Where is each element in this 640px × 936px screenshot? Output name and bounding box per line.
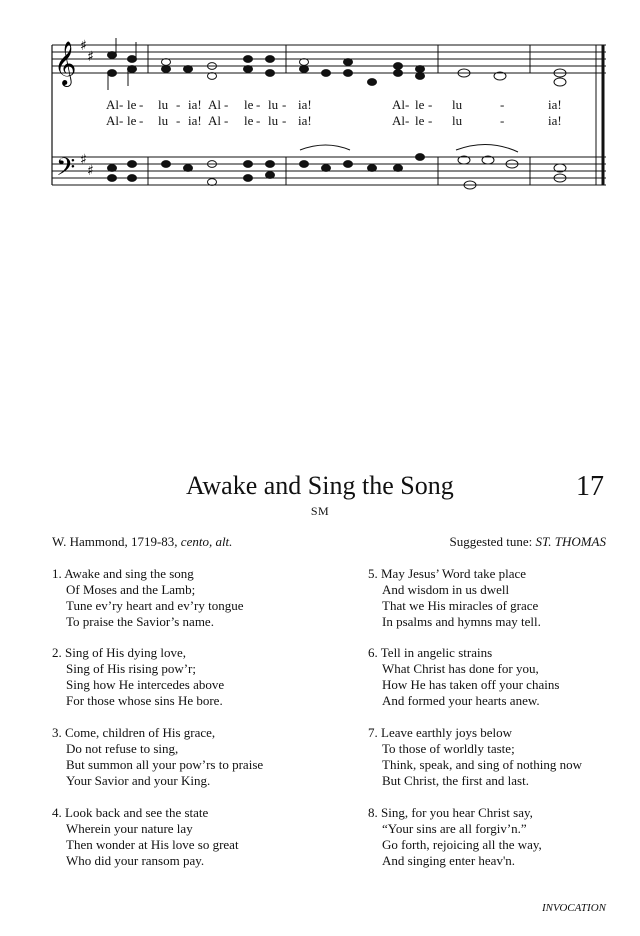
lyric-syllable: - (176, 113, 181, 128)
stanza-line: Who did your ransom pay. (66, 853, 205, 868)
lyric-syllable: - (282, 97, 287, 112)
lyric-syllable: lu (158, 97, 169, 112)
stanza-line: Then wonder at His love so great (66, 837, 239, 852)
lyric-syllable: - (405, 113, 410, 128)
stanza-line-text: Sing, for you hear Christ say, (381, 805, 533, 820)
stanza-line: But Christ, the first and last. (382, 773, 529, 788)
lyric-syllable: - (139, 113, 144, 128)
author-credit (52, 534, 232, 550)
stanza-line (52, 725, 263, 741)
stanza-number: 1. (52, 566, 62, 581)
lyric-syllable: ia! (188, 97, 202, 112)
stanza-2 (52, 645, 224, 709)
music-notation (0, 0, 640, 210)
lyric-syllable: Al (392, 97, 405, 112)
lyric-syllable: - (256, 97, 261, 112)
stanza-number: 6. (368, 645, 378, 660)
hymn-title: Awake and Sing the Song (186, 471, 454, 500)
stanza-line (368, 725, 582, 741)
lyric-syllable: ia! (298, 113, 312, 128)
stanza-4 (52, 805, 239, 869)
hymn-number: 17 (576, 471, 604, 502)
author-name: W. Hammond, 1719-83, (52, 534, 181, 549)
stanza-line-text: Awake and sing the song (64, 566, 194, 581)
stanza-line: For those whose sins He bore. (66, 693, 223, 708)
suggested-tune (450, 534, 606, 550)
lyric-syllable: Al (106, 113, 119, 128)
stanza-1 (52, 566, 244, 630)
stanza-line: What Christ has done for you, (382, 661, 539, 676)
stanza-line (368, 645, 559, 661)
lyric-syllable: - (500, 113, 505, 128)
stanza-3 (52, 725, 263, 789)
stanza-line: And formed your hearts anew. (382, 693, 540, 708)
svg-text:♯: ♯ (87, 163, 94, 179)
lyric-syllable: - (176, 97, 181, 112)
stanza-line: To praise the Savior’s name. (66, 614, 214, 629)
stanza-line: Wherein your nature lay (66, 821, 193, 836)
tune-name: ST. THOMAS (535, 534, 606, 549)
stanza-line-text: May Jesus’ Word take place (381, 566, 527, 581)
lyric-syllable: - (500, 97, 505, 112)
lyric-syllable: le (244, 97, 254, 112)
stanza-line: “Your sins are all forgiv’n.” (382, 821, 527, 836)
hymn-meter: SM (310, 504, 330, 518)
stanza-6 (368, 645, 559, 709)
lyric-syllable: - (405, 97, 410, 112)
stanza-line (52, 645, 224, 661)
stanza-line-text: Leave earthly joys below (381, 725, 513, 740)
lyric-syllable: Al (106, 97, 119, 112)
lyric-syllable: lu (268, 113, 279, 128)
lyric-syllable: le (127, 113, 137, 128)
lyric-syllable: le (415, 97, 425, 112)
bass-clef-icon: 𝄢 (56, 153, 76, 188)
stanza-number: 7. (368, 725, 378, 740)
stanza-line: Of Moses and the Lamb; (66, 582, 196, 597)
author-note: cento, alt. (180, 534, 233, 549)
lyric-syllable: - (428, 97, 433, 112)
lyric-syllable: - (428, 113, 433, 128)
stanza-number: 5. (368, 566, 378, 581)
svg-text:♯: ♯ (80, 38, 87, 54)
stanza-number: 8. (368, 805, 378, 820)
lyric-syllable: lu (452, 113, 463, 128)
stanza-line: That we His miracles of grace (382, 598, 539, 613)
stanza-line: Sing how He intercedes above (66, 677, 225, 692)
lyric-syllable: - (119, 97, 124, 112)
lyric-syllable: ia! (548, 97, 562, 112)
stanza-8 (368, 805, 542, 869)
lyric-syllable: Al (392, 113, 405, 128)
stanza-line: Sing of His rising pow’r; (66, 661, 196, 676)
stanza-line: And wisdom in us dwell (382, 582, 510, 597)
stanza-line: Do not refuse to sing, (66, 741, 179, 756)
lyric-syllable: - (224, 97, 229, 112)
lyric-syllable: Al (208, 113, 221, 128)
stanza-line: Think, speak, and sing of nothing now (382, 757, 583, 772)
lyric-syllable: - (282, 113, 287, 128)
lyric-syllable: le (244, 113, 254, 128)
stanza-line-text: Sing of His dying love, (65, 645, 186, 660)
topic-footer: INVOCATION (541, 902, 606, 914)
stanza-7 (368, 725, 582, 789)
lyric-syllable: lu (158, 113, 169, 128)
svg-text:♯: ♯ (87, 49, 94, 65)
stanza-line-text: Come, children of His grace, (65, 725, 216, 740)
lyric-syllable: - (139, 97, 144, 112)
lyric-syllable: lu (268, 97, 279, 112)
stanza-5 (368, 566, 541, 630)
stanza-line: But summon all your pow’rs to praise (66, 757, 264, 772)
stanza-line: In psalms and hymns may tell. (382, 614, 541, 629)
lyric-syllable: - (256, 113, 261, 128)
stanza-line (368, 566, 541, 582)
stanza-number: 2. (52, 645, 62, 660)
stanza-line: And singing enter heav'n. (382, 853, 516, 868)
stanza-line: Tune ev’ry heart and ev’ry tongue (66, 598, 244, 613)
lyric-syllable: le (415, 113, 425, 128)
lyric-syllable: lu (452, 97, 463, 112)
stanza-number: 4. (52, 805, 62, 820)
lyric-syllable: le (127, 97, 137, 112)
lyric-syllable: Al (208, 97, 221, 112)
lyric-syllable: ia! (298, 97, 312, 112)
stanza-line-text: Look back and see the state (65, 805, 209, 820)
stanza-line-text: Tell in angelic strains (380, 645, 493, 660)
lyric-syllable: - (119, 113, 124, 128)
stanza-number: 3. (52, 725, 62, 740)
lyric-syllable: ia! (548, 113, 562, 128)
stanza-line: How He has taken off your chains (382, 677, 560, 692)
lyric-syllable: - (224, 113, 229, 128)
treble-clef-icon: 𝄞 (54, 41, 77, 85)
stanza-line: To those of worldly taste; (382, 741, 515, 756)
tune-label: Suggested tune: (449, 534, 536, 549)
svg-text:♯: ♯ (80, 152, 87, 168)
lyric-syllable: ia! (188, 113, 202, 128)
stanza-line (52, 566, 244, 582)
stanza-line (368, 805, 542, 821)
stanza-line (52, 805, 239, 821)
stanza-line: Go forth, rejoicing all the way, (382, 837, 542, 852)
stanza-line: Your Savior and your King. (66, 773, 211, 788)
